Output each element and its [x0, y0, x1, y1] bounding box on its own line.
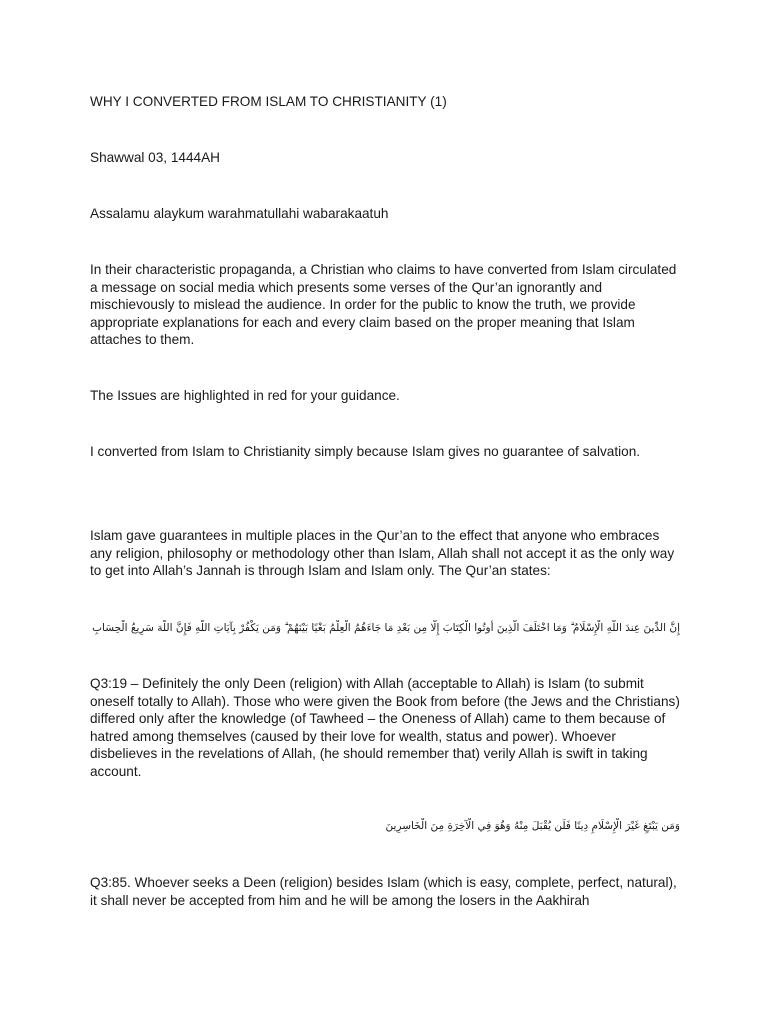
- document-date: Shawwal 03, 1444AH: [90, 150, 220, 165]
- intro-paragraph: In their characteristic propaganda, a Christian who claims to have converted from Islam circulated a message on social media which presents some verses of the Qur’an ignorantly and mischievously to mislead the audience. In order for the public to know the truth, we provide appropriate explanations for each and every claim based on the proper meaning that Islam attaches to them.: [90, 262, 677, 348]
- greeting: Assalamu alaykum warahmatullahi wabarakaatuh: [90, 206, 389, 221]
- verse-translation-q3-19: Q3:19 – Definitely the only Deen (religion) with Allah (acceptable to Allah) is Islam (to submit oneself totally to Allah). Those who were given the Book from before (the Jews and the Christians) differed only after the knowledge (of Tawheed – the Oneness of Allah) came to them because of hatred among themselves (caused by their love for wealth, status and power). Whoever disbelieves in the revelations of Allah, (he should remember that) verily Allah is swift in taking account.: [90, 676, 680, 779]
- verse-arabic-q3-19: إِنَّ الدِّينَ عِندَ اللَّهِ الْإِسْلَامُ ۗ وَمَا اخْتَلَفَ الَّذِينَ أُوتُوا الْكِتَابَ إِلَّا مِن بَعْدِ مَا جَاءَهُمُ الْعِلْمُ بَغْيًا بَيْنَهُمْ ۗ وَمَن يَكْفُرْ بِآيَاتِ اللَّهِ فَإِنَّ اللَّهَ سَرِيعُ الْحِسَابِ: [92, 622, 680, 634]
- guidance-note: The Issues are highlighted in red for your guidance.: [90, 388, 400, 403]
- claim-statement: I converted from Islam to Christianity simply because Islam gives no guarantee of salvation.: [90, 444, 641, 459]
- response-paragraph: Islam gave guarantees in multiple places in the Qur’an to the effect that anyone who embraces any religion, philosophy or methodology other than Islam, Allah shall not accept it as the only way to get into Allah’s Jannah is through Islam and Islam only. The Qur’an states:: [90, 528, 675, 579]
- document-title: WHY I CONVERTED FROM ISLAM TO CHRISTIANITY (1): [90, 94, 447, 109]
- verse-arabic-q3-85: وَمَن يَبْتَغِ غَيْرَ الْإِسْلَامِ دِينًا فَلَن يُقْبَلَ مِنْهُ وَهُوَ فِي الْآخِرَةِ مِنَ الْخَاسِرِينَ: [385, 820, 680, 832]
- verse-translation-q3-85: Q3:85. Whoever seeks a Deen (religion) besides Islam (which is easy, complete, perfect, natural), it shall never be accepted from him and he will be among the losers in the Aakhirah: [90, 875, 677, 908]
